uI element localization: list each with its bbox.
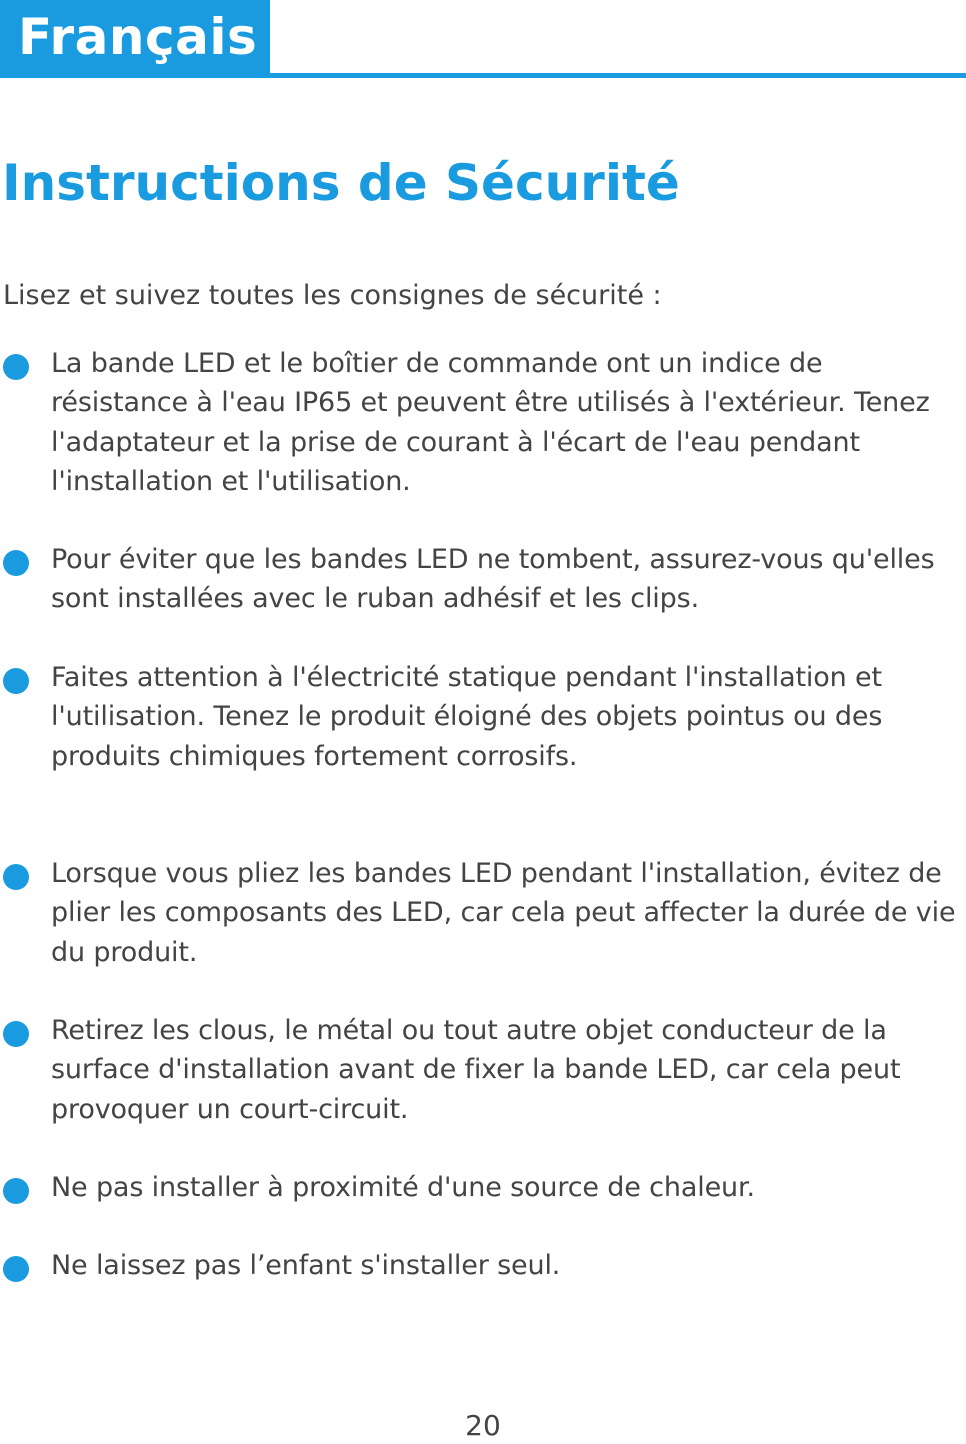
list-item-text: Pour éviter que les bandes LED ne tombent, assurez-vous qu'elles sont installées avec le ruban adhésif et les clips. <box>51 544 935 615</box>
bullet-dot-icon <box>3 1256 29 1282</box>
bullet-dot-icon <box>3 668 29 694</box>
bullet-dot-icon <box>3 550 29 576</box>
list-item-text: Faites attention à l'électricité statique pendant l'installation et l'utilisation. Tenez le produit éloigné des objets pointus ou des produits chimiques fortement corrosifs. <box>51 662 883 772</box>
bullet-dot-icon <box>3 354 29 380</box>
list-item-text: La bande LED et le boîtier de commande ont un indice de résistance à l'eau IP65 et peuvent être utilisés à l'extérieur. Tenez l'adaptateur et la prise de courant à l'écart de l'eau pendant l'installation et l'utilisation. <box>51 348 930 497</box>
bullet-dot-icon <box>3 1178 29 1204</box>
page-number: 20 <box>465 1409 501 1442</box>
bullet-dot-icon <box>3 864 29 890</box>
list-item-text: Lorsque vous pliez les bandes LED pendant l'installation, évitez de plier les composants des LED, car cela peut affecter la durée de vie du produit. <box>51 858 956 968</box>
language-header <box>0 0 966 78</box>
list-item-text: Ne laissez pas l’enfant s'installer seul. <box>51 1250 561 1281</box>
bullet-dot-icon <box>3 1021 29 1047</box>
intro-text: Lisez et suivez toutes les consignes de sécurité : <box>3 280 662 311</box>
list-item-text: Ne pas installer à proximité d'une source de chaleur. <box>51 1172 755 1203</box>
page-title: Instructions de Sécurité <box>2 154 680 212</box>
list-item-text: Retirez les clous, le métal ou tout autre objet conducteur de la surface d'installation avant de fixer la bande LED, car cela peut provoquer un court-circuit. <box>51 1015 901 1125</box>
language-tab: Français <box>0 0 270 78</box>
header-divider <box>270 73 966 78</box>
